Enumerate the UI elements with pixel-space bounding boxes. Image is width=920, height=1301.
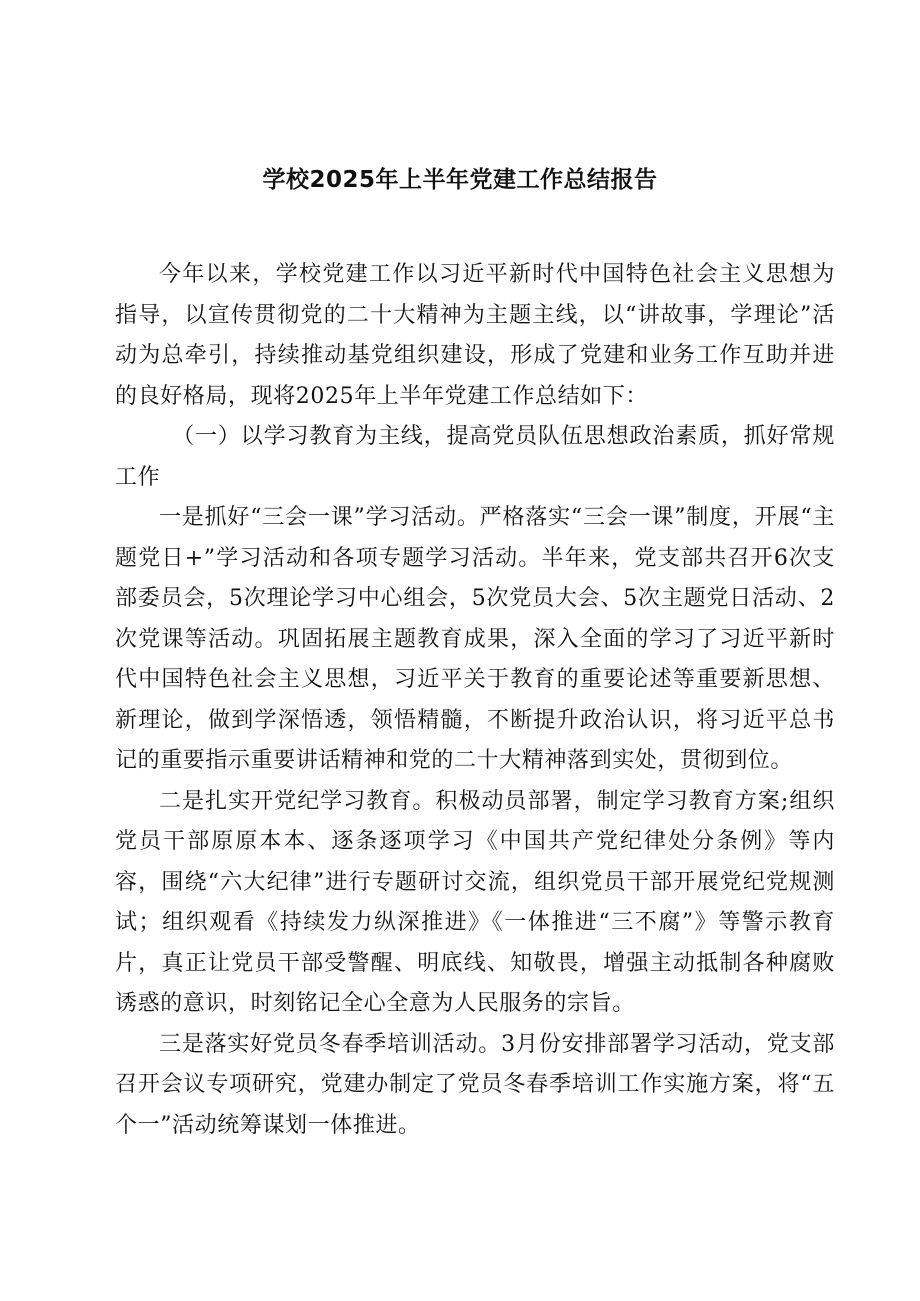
paragraph-item-3: 三是落实好党员冬春季培训活动。3月份安排部署学习活动，党支部召开会议专项研究，党建办制定了党员冬春季培训工作实施方案，将“五个一”活动统筹谋划一体推进。: [115, 1031, 835, 1138]
paragraph-item-2: 二是扎实开党纪学习教育。积极动员部署，制定学习教育方案;组织党员干部原原本本、逐条逐项学习《中国共产党纪律处分条例》等内容，围绕“六大纪律”进行专题研讨交流，组织党员干部开展党纪党规测试；组织观看《持续发力纵深推进》《一体推进“三不腐”》等警示教育片，真正让党员干部受警醒、明底线、知敬畏，增强主动抵制各种腐败诱惑的意识，时刻铭记全心全意为人民服务的宗旨。: [115, 788, 835, 1016]
document-title: 学校2025年上半年党建工作总结报告: [262, 167, 658, 193]
section-heading-1: （一）以学习教育为主线，提高党员队伍思想政治素质，抓好常规工作: [115, 424, 835, 490]
intro-paragraph: 今年以来，学校党建工作以习近平新时代中国特色社会主义思想为指导，以宣传贯彻党的二十大精神为主题主线，以“讲故事，学理论”活动为总牵引，持续推动基党组织建设，形成了党建和业务工作互助并进的良好格局，现将2025年上半年党建工作总结如下：: [115, 262, 835, 409]
paragraph-item-1: 一是抓好“三会一课”学习活动。严格落实“三会一课”制度，开展“主题党日+”学习活动和各项专题学习活动。半年来，党支部共召开6次支部委员会，5次理论学习中心组会，5次党员大会、5次主题党日活动、2次党课等活动。巩固拓展主题教育成果，深入全面的学习了习近平新时代中国特色社会主义思想，习近平关于教育的重要论述等重要新思想、新理论，做到学深悟透，领悟精髓，不断提升政治认识，将习近平总书记的重要指示重要讲话精神和党的二十大精神落到实处，贯彻到位。: [115, 505, 835, 773]
document-body: [115, 255, 835, 1146]
